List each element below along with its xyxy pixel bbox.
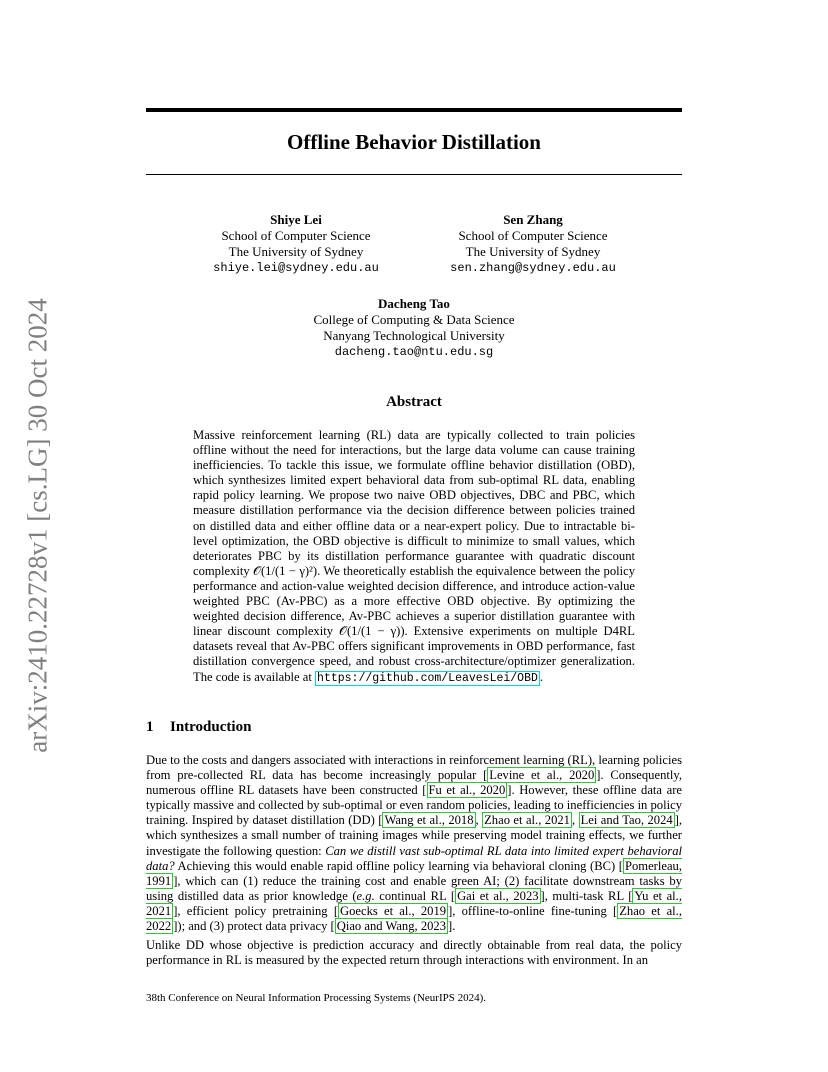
- abstract-body: [193, 428, 635, 686]
- section-title: Introduction: [170, 719, 252, 735]
- author-name: Dacheng Tao: [378, 296, 450, 311]
- author-affiliation: College of Computing & Data Science: [313, 312, 515, 327]
- author-email[interactable]: dacheng.tao@ntu.edu.sg: [334, 345, 494, 359]
- paragraph-text: ], which synthesizes a small number of training images while preserving model training effects, we further investigate the following question:: [146, 813, 683, 858]
- citation-link[interactable]: Fu et al., 2020: [428, 783, 506, 798]
- paragraph-text: ], multi-task RL [: [540, 888, 633, 903]
- author-block-1: [196, 212, 396, 276]
- author-institution: The University of Sydney: [465, 244, 601, 259]
- author-name: Shiye Lei: [270, 212, 322, 227]
- research-question: Can we distill vast sub-optimal RL data into limited expert behavioral data?: [146, 843, 683, 873]
- author-block-3: [264, 296, 564, 360]
- paragraph-text: ]. Consequently, numerous offline RL datasets have been constructed [: [146, 768, 682, 798]
- author-institution: Nanyang Technological University: [323, 328, 505, 343]
- paragraph-text: ,: [571, 813, 579, 828]
- introduction-paragraph-2: Unlike DD whose objective is prediction accuracy and directly obtainable from real data, the policy performance in RL is measured by the expected return through interactions with environment. In an: [146, 938, 682, 968]
- citation-link[interactable]: Wang et al., 2018: [384, 813, 474, 828]
- author-email[interactable]: shiye.lei@sydney.edu.au: [213, 261, 379, 275]
- title-top-rule: [146, 108, 682, 112]
- paragraph-text: Achieving this would enable rapid offline policy learning via behavioral cloning (BC) [: [174, 858, 623, 873]
- paragraph-text: ]. However, these offline data are typically massive and collected by sub-optimal or even random policies, leading to inefficiencies in policy training. Inspired by dataset distillation (DD) [: [146, 783, 682, 828]
- introduction-heading: [146, 719, 251, 736]
- citation-link[interactable]: Zhao et al., 2022: [146, 903, 682, 934]
- citation-link[interactable]: Goecks et al., 2019: [340, 903, 447, 918]
- emphasis-text: e.g.: [356, 888, 375, 903]
- abstract-period: .: [539, 669, 544, 684]
- paragraph-text: ,: [475, 813, 483, 828]
- paragraph-text: ]); and (3) protect data privacy [: [173, 919, 335, 934]
- author-email[interactable]: sen.zhang@sydney.edu.au: [450, 261, 616, 275]
- section-number: 1: [146, 719, 154, 735]
- citation-link[interactable]: Gai et al., 2023: [457, 888, 539, 903]
- title-bottom-rule: [146, 174, 682, 175]
- paragraph-text: ].: [448, 919, 456, 934]
- citation-link[interactable]: Lei and Tao, 2024: [580, 813, 673, 828]
- author-affiliation: School of Computer Science: [221, 228, 371, 243]
- introduction-paragraph-1: [146, 753, 682, 934]
- arxiv-identifier-stamp: [8, 290, 68, 760]
- citation-link[interactable]: Pomerleau, 1991: [146, 858, 682, 888]
- citation-link[interactable]: Levine et al., 2020: [489, 768, 595, 783]
- author-institution: The University of Sydney: [228, 244, 364, 259]
- paper-title: Offline Behavior Distillation: [287, 130, 541, 154]
- conference-footnote: 38th Conference on Neural Information Processing Systems (NeurIPS 2024).: [146, 992, 487, 1004]
- abstract-heading: Abstract: [386, 394, 442, 410]
- author-block-2: [433, 212, 633, 276]
- code-repository-link[interactable]: https://github.com/LeavesLei/OBD: [317, 671, 538, 685]
- citation-link[interactable]: Qiao and Wang, 2023: [336, 919, 447, 934]
- arxiv-identifier-text: arXiv:2410.22728v1 [cs.LG] 30 Oct 2024: [22, 297, 53, 753]
- paragraph-text: ], efficient policy pretraining [: [173, 903, 339, 918]
- paragraph-text: Due to the costs and dangers associated with interactions in reinforcement learning (RL), learning policies from pre-collected RL data has become increasingly popular [: [146, 753, 682, 783]
- paragraph-text: ], offline-to-online fine-tuning [: [448, 903, 618, 918]
- author-name: Sen Zhang: [503, 212, 563, 227]
- paragraph-text: continual RL [: [374, 888, 456, 903]
- author-affiliation: School of Computer Science: [458, 228, 608, 243]
- citation-link[interactable]: Yu et al., 2021: [146, 888, 682, 918]
- citation-link[interactable]: Zhao et al., 2021: [484, 813, 570, 828]
- paragraph-text: ], which can (1) reduce the training cost and enable green AI; (2) facilitate downstream tasks by using distilled data as prior knowledge (: [146, 873, 682, 903]
- abstract-text: Massive reinforcement learning (RL) data are typically collected to train policies offline without the need for interactions, but the large data volume can cause training inefficiencies. To tackle this issue, we formulate offline behavior distillation (OBD), which synthesizes limited expert behavioral data from sub-optimal RL data, enabling rapid policy learning. We propose two naive OBD objectives, DBC and PBC, which measure distillation performance via the decision difference between policies trained on distilled data and either offline data or a near-expert policy. Due to intractable bi-level optimization, the OBD objective is difficult to minimize to small values, which deteriorates PBC by its distillation performance guarantee with quadratic discount complexity 𝒪(1/(1 − γ)²). We theoretically establish the equivalence between the policy performance and action-value weighted decision difference, and introduce action-value weighted PBC (Av-PBC) as a more effective OBD objective. By optimizing the weighted decision difference, Av-PBC achieves a superior distillation guarantee with linear discount complexity 𝒪(1/(1 − γ)). Extensive experiments on multiple D4RL datasets reveal that Av-PBC offers significant improvements in OBD performance, fast distillation convergence speed, and robust cross-architecture/optimizer generalization. The code is available at: [193, 428, 635, 684]
